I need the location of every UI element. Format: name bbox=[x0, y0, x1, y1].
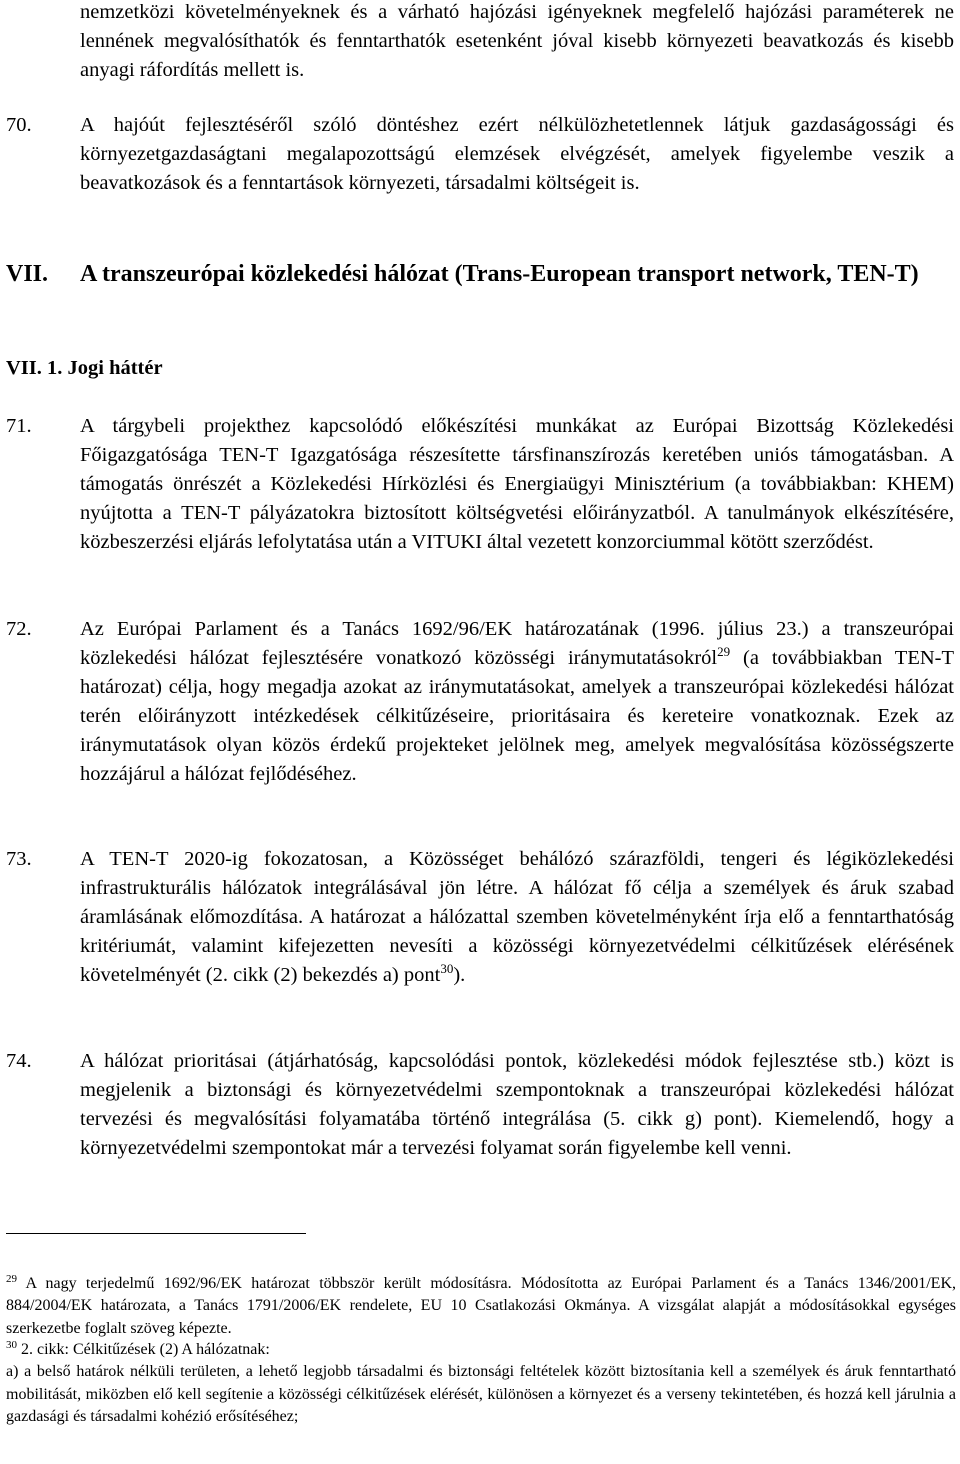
continuation-text: nemzetközi követelményeknek és a várható hajózási igényeknek megfelelő hajózási paraméterek ne lennének megvalósíthatók és fenntarthatók esetenként jóval kisebb környezeti beavatkozás és kisebb anyagi ráfordítás mellett is. bbox=[80, 1, 954, 81]
paragraph-text bbox=[80, 615, 954, 789]
footnote-text: A nagy terjedelmű 1692/96/EK határozat többször került módosításra. Módosította az Európai Parlament és a Tanács 1346/2001/EK, 884/2004/EK határozata, a Tanács 1791/2006/EK rendelete, EU 10 Csatlakozási Okmánya. A vizsgálat alapját a módosításokkal egységes szerkezetbe foglalt szöveg képezte. bbox=[6, 1275, 956, 1337]
paragraph-72 bbox=[6, 615, 954, 789]
footnote-29 bbox=[6, 1273, 956, 1340]
paragraph-74 bbox=[6, 1047, 954, 1163]
footnote-text: 2. cikk: Célkitűzések (2) A hálózatnak: bbox=[21, 1341, 270, 1358]
paragraph-73 bbox=[6, 845, 954, 990]
paragraph-text-part: ). bbox=[453, 964, 466, 986]
paragraph-text-part: A TEN-T 2020-ig fokozatosan, a Közösséget behálózó szárazföldi, tengeri és légiközlekedési infrastrukturális hálózatok integrálásával jön létre. A hálózat fő célja a személyek és áruk szabad áramlásának előmozdítása. A határozat a hálózattal szemben követelményként írja elő a fenntarthatóság kritériumát, valamint kifejezetten nevesíti a közösségi környezetvédelmi célkitűzések elérésének követelményét (2. cikk (2) bekezdés a) pont bbox=[80, 848, 954, 986]
footnote-30 bbox=[6, 1339, 956, 1428]
paragraph-number: 73. bbox=[6, 848, 32, 870]
paragraph-text: A hálózat prioritásai (átjárhatóság, kapcsolódási pontok, közlekedési módok fejlesztése stb.) közt is megjelenik a biztonsági és környezetvédelmi szempontoknak a transzeurópai közlekedési hálózat tervezési és megvalósítási folyamatába történő integrálása (5. cikk g) pont). Kiemelendő, hogy a környezetvédelmi szempontokat már a tervezési folyamat során figyelembe kell venni. bbox=[80, 1050, 954, 1159]
footnote-number: 30 bbox=[6, 1339, 17, 1351]
paragraph-text: A tárgybeli projekthez kapcsolódó előkészítési munkákat az Európai Bizottság Közlekedési Főigazgatósága TEN-T Igazgatósága részesítette társfinanszírozás keretében uniós támogatásban. A támogatás önrészét a Közlekedési Hírközlési és Energiaügyi Minisztérium (a továbbiakban: KHEM) nyújtotta a TEN-T pályázatokra biztosított költségvetési előirányzatból. A tanulmányok elkészítésére, közbeszerzési eljárás lefolytatása után a VITUKI által vezetett konzorciummal kötött szerződést. bbox=[80, 415, 954, 553]
paragraph-number: 70. bbox=[6, 114, 32, 136]
paragraph-text-part: (a továbbiakban TEN-T határozat) célja, hogy megadja azokat az iránymutatásokat, amelyek a transzeurópai közlekedési hálózat terén előirányzott intézkedések célkitűzéseire, prioritásaira és kereteire vonatkoznak. Ezek az iránymutatások olyan közös érdekű projekteket jelölnek meg, amelyek megvalósítása közösségszerte hozzájárul a hálózat fejlődéséhez. bbox=[80, 647, 954, 785]
section-heading bbox=[6, 258, 954, 290]
section-number: VII. bbox=[6, 261, 49, 287]
paragraph-text bbox=[80, 845, 954, 990]
paragraph-71 bbox=[6, 412, 954, 557]
continuation-paragraph bbox=[80, 0, 954, 85]
footnote-separator bbox=[6, 1233, 306, 1234]
footnote-number: 29 bbox=[6, 1273, 17, 1285]
section-title: A transzeurópai közlekedési hálózat (Trans-European transport network, TEN-T) bbox=[80, 261, 919, 287]
footnote-ref[interactable]: 29 bbox=[717, 644, 731, 659]
paragraph-number: 72. bbox=[6, 618, 32, 640]
footnote-text-continued: a) a belső határok nélküli területen, a lehető legjobb társadalmi és biztonsági feltételek között biztosítania kell a személyek és áruk fenntartható mobilitását, miközben elő kell segítenie a közösségi célkitűzések elérését, különösen a környezet és a verseny tekintetében, és hozzá kell járulnia a gazdasági és társadalmi kohézió erősítéséhez; bbox=[6, 1363, 956, 1425]
subsection-heading: VII. 1. Jogi háttér bbox=[6, 357, 163, 379]
paragraph-number: 74. bbox=[6, 1050, 32, 1072]
paragraph-number: 71. bbox=[6, 415, 32, 437]
paragraph-70 bbox=[6, 111, 954, 198]
paragraph-text-part: Az Európai Parlament és a Tanács 1692/96/EK határozatának (1996. július 23.) a transzeurópai közlekedési hálózat fejlesztésére vonatkozó közösségi iránymutatásokról bbox=[80, 618, 954, 669]
footnote-ref[interactable]: 30 bbox=[440, 961, 454, 976]
paragraph-text: A hajóút fejlesztéséről szóló döntéshez ezért nélkülözhetetlennek látjuk gazdaságossági és környezetgazdaságtani megalapozottságú elemzések elvégzését, amelyek figyelembe veszik a beavatkozások és a fenntartások környezeti, társadalmi költségeit is. bbox=[80, 114, 954, 194]
